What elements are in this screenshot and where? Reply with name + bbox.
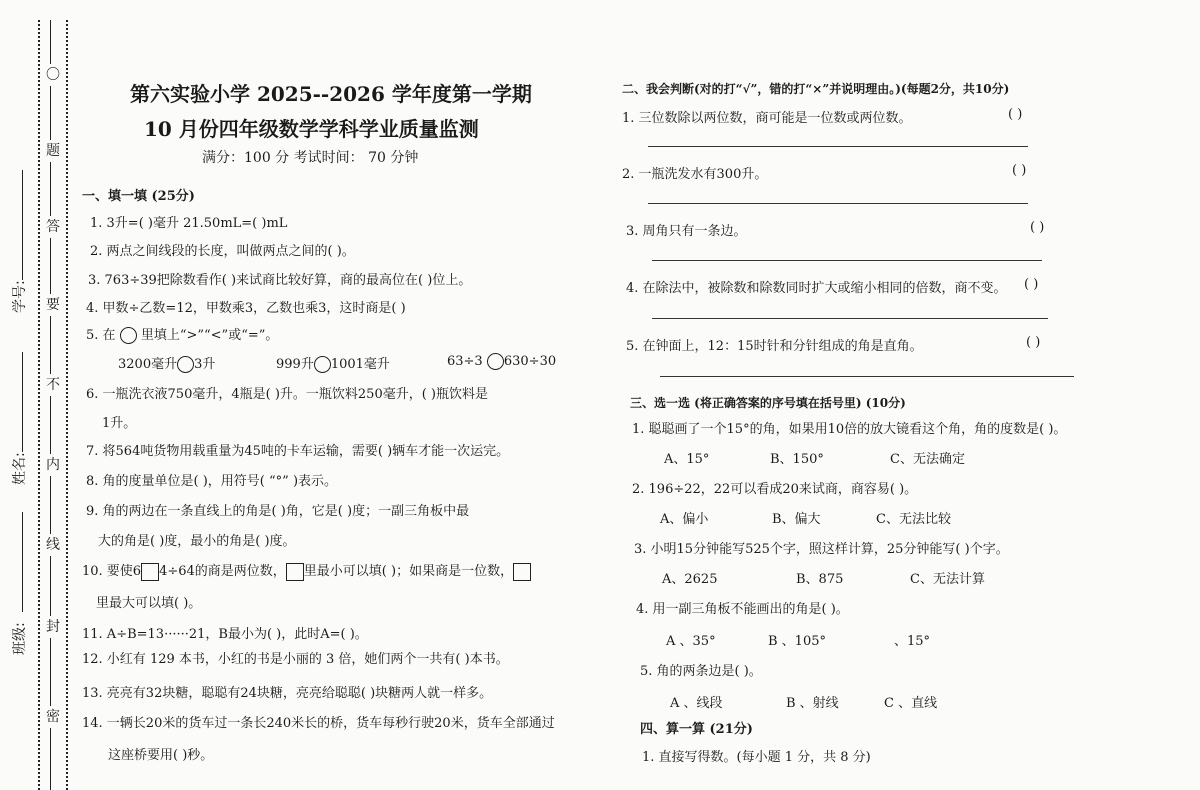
- binding-char-ti: 题: [42, 140, 64, 162]
- s3-q2-option-b: B、偏大: [772, 512, 821, 527]
- s3-q2-option-c: C、无法比较: [876, 512, 951, 527]
- s3-q4-option-b: B 、105°: [768, 634, 826, 649]
- s1-q5: [86, 324, 278, 344]
- s1-q5-c3-left: 63÷3: [447, 354, 483, 369]
- s1-q12: 12. 小红有 129 本书，小红的书是小丽的 3 倍，她们两个一共有( )本书。: [82, 652, 509, 667]
- s1-q6-line2: 1升。: [102, 416, 137, 431]
- s2-item-2-answer: ( ): [1012, 163, 1027, 178]
- s2-item-4: 4. 在除法中，被除数和除数同时扩大或缩小相同的倍数，商不变。: [626, 281, 1007, 296]
- section4-heading: 四、算一算 (21分): [640, 722, 753, 737]
- s1-q7: 7. 将564吨货物用载重量为45吨的卡车运输，需要( )辆车才能一次运完。: [86, 444, 510, 459]
- s1-q5-prefix: 5. 在: [86, 328, 116, 343]
- s2-item-3: 3. 周角只有一条边。: [626, 224, 747, 239]
- binding-dotted-line-right: [66, 20, 68, 790]
- s2-item-1: 1. 三位数除以两位数，商可能是一位数或两位数。: [622, 111, 912, 126]
- s1-q4: 4. 甲数÷乙数=12，甲数乘3，乙数也乘3，这时商是( ): [86, 301, 406, 316]
- binding-char-xian: 线: [42, 534, 64, 556]
- name-label: 姓名:: [12, 452, 28, 485]
- s1-q10-line1: [82, 560, 531, 581]
- blank-square-icon: [141, 563, 159, 581]
- s1-q14-line1: 14. 一辆长20米的货车过一条长240米长的桥，货车每秒行驶20米，货车全部通过: [82, 716, 555, 731]
- s1-q5-c1-left: 3200毫升: [118, 357, 178, 372]
- exam-title-line1: 第六实验小学 2025--2026 学年度第一学期: [130, 82, 532, 106]
- s3-q3-option-b: B、875: [796, 572, 844, 587]
- s2-item-3-answer: ( ): [1030, 220, 1045, 235]
- student-no-label: 学号:: [12, 280, 28, 313]
- s3-q5-option-c: C 、直线: [884, 696, 938, 711]
- s2-item-5-answer: ( ): [1026, 335, 1041, 350]
- binding-char-bu: 不: [42, 374, 64, 396]
- s1-q9-line2: 大的角是( )度，最小的角是( )度。: [98, 534, 296, 549]
- blank-square-icon: [286, 563, 304, 581]
- s3-q2: 2. 196÷22，22可以看成20来试商，商容易( )。: [632, 482, 918, 497]
- s2-item-3-reason-line: [652, 260, 1042, 261]
- binding-char-feng: 封: [42, 616, 64, 638]
- s3-q4-option-a: A 、35°: [666, 634, 716, 649]
- s1-q9-line1: 9. 角的两边在一条直线上的角是( )角，它是( )度；一副三角板中最: [86, 504, 470, 519]
- s3-q1-option-b: B、150°: [770, 452, 824, 467]
- s1-q14-line2: 这座桥要用( )秒。: [108, 748, 214, 763]
- s2-item-1-reason-line: [648, 146, 1028, 147]
- compare-circle-icon: [314, 356, 331, 373]
- s1-q13: 13. 亮亮有32块糖，聪聪有24块糖，亮亮给聪聪( )块糖两人就一样多。: [82, 686, 493, 701]
- binding-char-mi: 密: [42, 706, 64, 728]
- s1-q8: 8. 角的度量单位是( )，用符号( “°” )表示。: [86, 474, 338, 489]
- s2-item-2-reason-line: [648, 203, 1028, 204]
- s1-q5-instruction: 里填上“>”“<”或“=”。: [140, 328, 279, 343]
- s3-q3: 3. 小明15分钟能写525个字，照这样计算，25分钟能写( )个字。: [634, 542, 1009, 557]
- s1-q3: 3. 763÷39把除数看作( )来试商比较好算，商的最高位在( )位上。: [88, 273, 472, 288]
- s3-q3-option-c: C、无法计算: [910, 572, 985, 587]
- binding-char-da: 答: [42, 216, 64, 238]
- class-label: 班级:: [12, 622, 28, 655]
- s1-q5-c1-right: 3升: [194, 357, 216, 372]
- section3-heading: 三、选一选 (将正确答案的序号填在括号里) (10分): [630, 396, 906, 410]
- section1-heading: 一、填一填 (25分): [82, 189, 195, 204]
- s3-q3-option-a: A、2625: [662, 572, 718, 587]
- s3-q4-option-c: 、15°: [894, 634, 931, 649]
- s1-q2: 2. 两点之间线段的长度，叫做两点之间的( )。: [90, 244, 355, 259]
- name-rule: [22, 352, 23, 452]
- s1-q1: 1. 3升=( )毫升 21.50mL=( )mL: [90, 216, 288, 231]
- binding-char-yao: 要: [42, 294, 64, 316]
- s2-item-2: 2. 一瓶洗发水有300升。: [622, 167, 768, 182]
- s1-q5-c3-right: 630÷30: [503, 354, 557, 369]
- exam-title-line2: 10 月份四年级数学学科学业质量监测: [144, 117, 479, 141]
- binding-char-nei: 内: [42, 454, 64, 476]
- s2-item-1-answer: ( ): [1008, 107, 1023, 122]
- s4-q1: 1. 直接写得数。(每小题 1 分，共 8 分): [642, 750, 871, 765]
- s1-q10-end: 里最小可以填( )；如果商是一位数，: [303, 564, 514, 579]
- section2-heading: 二、我会判断(对的打“√”，错的打“×”并说明理由。)(每题2分，共10分): [622, 82, 1010, 96]
- s1-q5-c2-left: 999升: [276, 357, 314, 372]
- student-no-rule: [22, 170, 23, 280]
- binding-dotted-line-left: [38, 20, 40, 790]
- s1-q5-c2-right: 1001毫升: [330, 357, 390, 372]
- s1-q11: 11. A÷B=13······21，B最小为( )，此时A=( )。: [82, 627, 368, 642]
- s1-q10-prefix: 10. 要使6: [82, 564, 142, 579]
- s3-q2-option-a: A、偏小: [660, 512, 709, 527]
- s1-q6-line1: 6. 一瓶洗衣液750毫升，4瓶是( )升。一瓶饮料250毫升，( )瓶饮料是: [86, 387, 488, 402]
- s2-item-5: 5. 在钟面上，12：15时针和分针组成的角是直角。: [626, 339, 923, 354]
- s1-q10-middle: 4÷64的商是两位数，: [159, 564, 286, 579]
- s2-item-4-answer: ( ): [1024, 277, 1039, 292]
- s3-q5: 5. 角的两条边是( )。: [640, 664, 762, 679]
- s3-q1-option-a: A、15°: [664, 452, 710, 467]
- score-info: 满分：100 分 考试时间： 70 分钟: [202, 150, 419, 166]
- s1-q5-compare-3: [447, 353, 556, 370]
- binding-char-circle: 〇: [42, 64, 64, 86]
- binding-solid-line: [50, 20, 51, 790]
- blank-square-icon: [513, 563, 531, 581]
- compare-circle-icon: [487, 353, 504, 370]
- compare-circle-icon: [177, 356, 194, 373]
- blank-circle-icon: [120, 327, 137, 344]
- s3-q5-option-a: A 、线段: [670, 696, 723, 711]
- s1-q10-line2: 里最大可以填( )。: [96, 596, 202, 611]
- s3-q1-option-c: C、无法确定: [890, 452, 965, 467]
- s3-q5-option-b: B 、射线: [786, 696, 839, 711]
- s1-q5-compare-1: [118, 353, 215, 373]
- s2-item-5-reason-line: [660, 376, 1074, 377]
- s3-q4: 4. 用一副三角板不能画出的角是( )。: [636, 602, 849, 617]
- class-rule: [22, 512, 23, 612]
- s2-item-4-reason-line: [652, 318, 1048, 319]
- s1-q5-compare-2: [276, 353, 390, 373]
- s3-q1: 1. 聪聪画了一个15°的角，如果用10倍的放大镜看这个角，角的度数是( )。: [632, 422, 1067, 437]
